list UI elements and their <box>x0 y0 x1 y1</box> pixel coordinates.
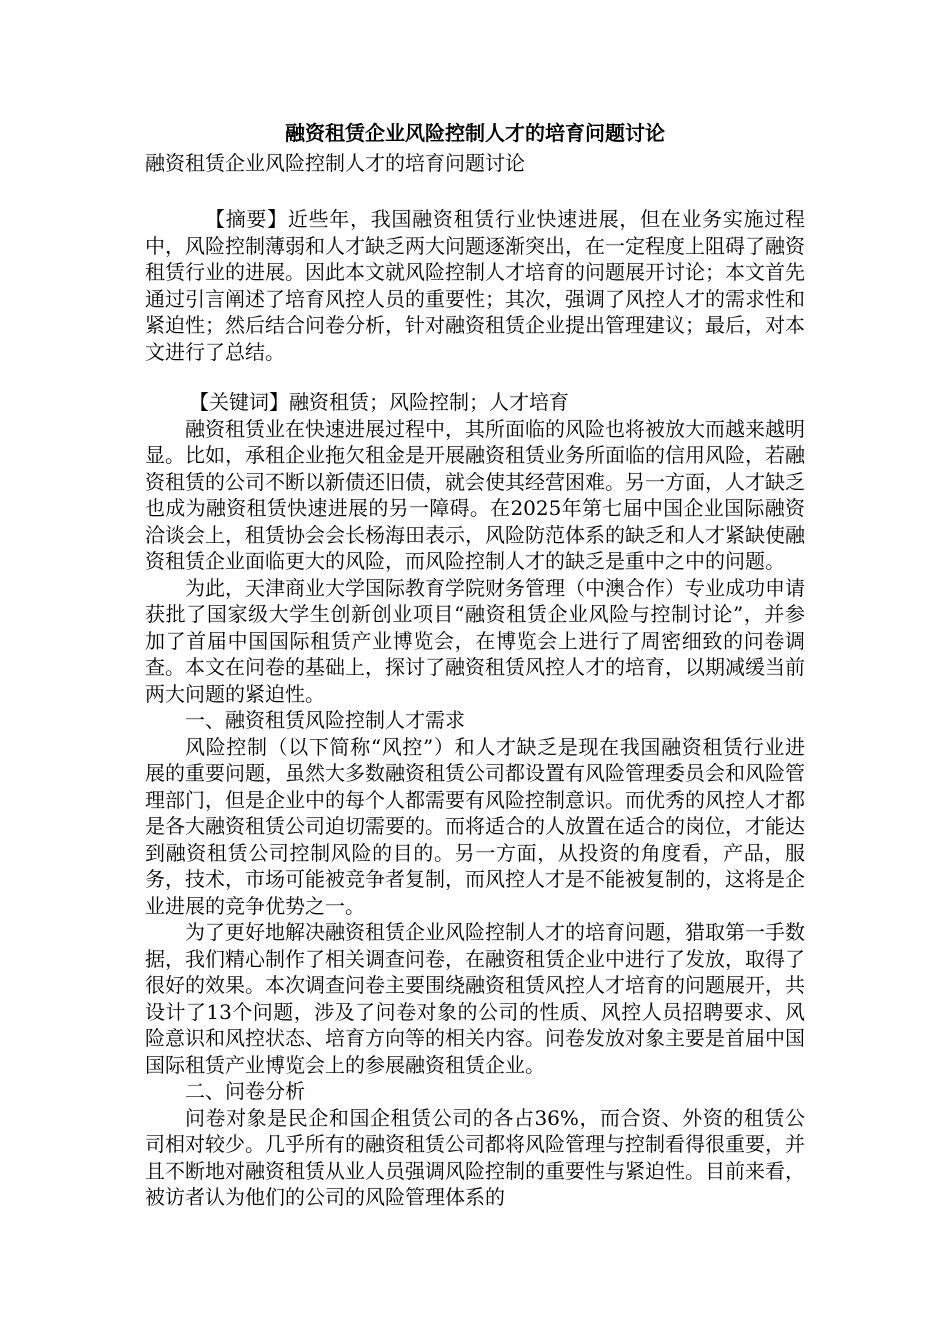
body-paragraph: 风险控制（以下简称“风控”）和人才缺乏是现在我国融资租赁行业进展的重要问题，虽然大多数融资租赁公司都设置有风险管理委员会和风险管理部门，但是企业中的每个人都需要有风险控制意识。而优秀的风控人才都是各大融资租赁公司迫切需要的。而将适合的人放置在适合的岗位，才能达到融资租赁公司控制风险的目的。另一方面，从投资的角度看，产品，服务，技术，市场可能被竞争者复制，而风控人才是不能被复制的，这将是企业进展的竞争优势之一。 <box>145 734 805 918</box>
abstract-paragraph: 【摘要】近些年，我国融资租赁行业快速进展，但在业务实施过程中，风险控制薄弱和人才缺乏两大问题逐渐突出，在一定程度上阻碍了融资租赁行业的进展。因此本文就风险控制人才培育的问题展开讨论；本文首先通过引言阐述了培育风控人员的重要性；其次，强调了风控人才的需求性和紧迫性；然后结合问卷分析，针对融资租赁企业提出管理建议；最后，对本文进行了总结。 <box>145 207 805 364</box>
document-page <box>145 118 805 1211</box>
spacer <box>145 365 805 389</box>
document-title: 融资租赁企业风险控制人才的培育问题讨论 <box>285 121 665 145</box>
section-heading: 一、融资租赁风险控制人才需求 <box>185 708 465 732</box>
body-paragraph: 问卷对象是民企和国企租赁公司的各占36%，而合资、外资的租赁公司相对较少。几乎所有的融资租赁公司都将风险管理与控制看得很重要，并且不断地对融资租赁从业人员强调风险控制的重要性与紧迫性。目前来看，被访者认为他们的公司的风险管理体系的 <box>145 1105 805 1209</box>
body-paragraph: 融资租赁业在快速进展过程中，其所面临的风险也将被放大而越来越明显。比如，承租企业拖欠租金是开展融资租赁业务所面临的信用风险，若融资租赁的公司不断以新债还旧债，就会使其经营困难。另一方面，人才缺乏也成为融资租赁快速进展的另一障碍。在2025年第七届中国企业国际融资洽谈会上，租赁协会会长杨海田表示，风险防范体系的缺乏和人才紧缺使融资租赁企业面临更大的风险，而风险控制人才的缺乏是重中之中的问题。 <box>145 416 805 573</box>
body-paragraph: 为此，天津商业大学国际教育学院财务管理（中澳合作）专业成功申请获批了国家级大学生创新创业项目“融资租赁企业风险与控制讨论”，并参加了首届中国国际租赁产业博览会，在博览会上进行了周密细致的问卷调查。本文在问卷的基础上，探讨了融资租赁风控人才的培育，以期减缓当前两大问题的紧迫性。 <box>145 575 805 706</box>
spacer <box>145 178 805 206</box>
keywords-paragraph: 【关键词】融资租赁；风险控制；人才培育 <box>189 390 569 414</box>
document-subtitle: 融资租赁企业风险控制人才的培育问题讨论 <box>145 151 525 175</box>
section-heading: 二、问卷分析 <box>185 1079 305 1103</box>
body-paragraph: 为了更好地解决融资租赁企业风险控制人才的培育问题，猎取第一手数据，我们精心制作了相关调查问卷，在融资租赁企业中进行了发放，取得了很好的效果。本次调查问卷主要围绕融资租赁风控人才培育的问题展开，共设计了13个问题，涉及了问卷对象的公司的性质、风控人员招聘要求、风险意识和风控状态、培育方向等的相关内容。问卷发放对象主要是首届中国国际租赁产业博览会上的参展融资租赁企业。 <box>145 920 805 1077</box>
